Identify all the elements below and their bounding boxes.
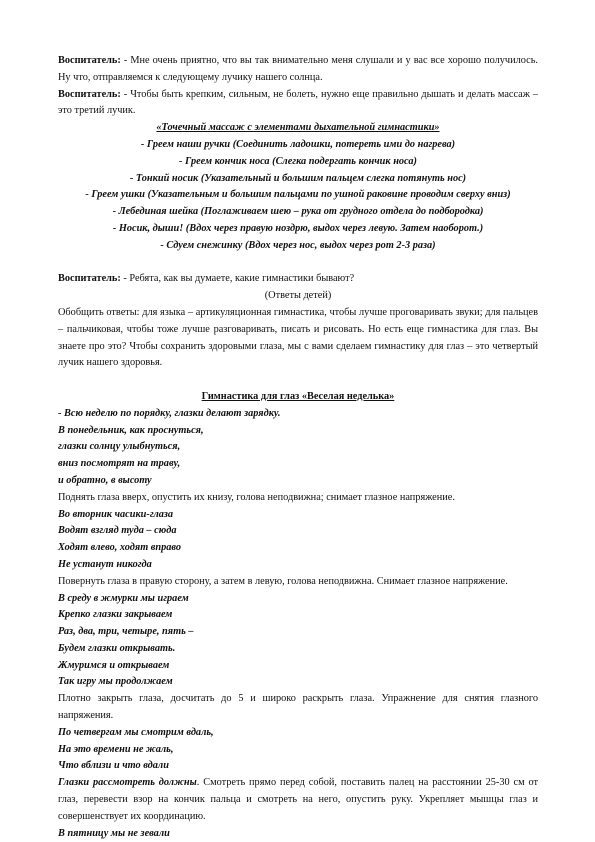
spacer <box>58 255 538 272</box>
exercise-note: Повернуть глаза в правую сторону, а затем в левую, голова неподвижна. Снимает глазное напряжение. <box>58 575 508 587</box>
verse-line: Крепко глазки закрываем <box>58 609 173 621</box>
verse-line: и обратно, в высоту <box>58 474 152 486</box>
eyes-title: Гимнастика для глаз «Веселая неделька» <box>201 390 395 402</box>
verse-line: Так игру мы продолжаем <box>58 676 173 688</box>
verse-line: В пятницу мы не зевали <box>58 827 170 839</box>
verse-line: Что вблизи и что вдали <box>58 760 169 772</box>
speaker-label: Воспитатель: <box>58 88 121 100</box>
paragraph-text: - Мне очень приятно, что вы так внимательно меня слушали и у вас все хорошо получилось. Ну что, отправляемся к следующему лучику нашего солнца. <box>58 55 538 83</box>
speaker-label: Воспитатель: <box>58 273 121 285</box>
verse-lead: Глазки рассмотреть должны <box>58 777 197 789</box>
document-page <box>58 53 538 842</box>
verse-line: Будем глазки открывать. <box>58 642 176 654</box>
verse-line: глазки солнцу улыбнуться, <box>58 441 181 453</box>
intro-paragraph-2 <box>58 87 538 121</box>
speaker-label: Воспитатель: <box>58 55 121 66</box>
verse-line: По четвергам мы смотрим вдаль, <box>58 726 214 738</box>
verse-line: Жмуримся и открываем <box>58 659 170 671</box>
verse-line: В среду в жмурки мы играем <box>58 592 189 604</box>
verse-line: Водят взгляд туда – сюда <box>58 525 177 537</box>
verse-line: На это времени не жаль, <box>58 743 174 755</box>
paragraph-text: - Чтобы быть крепким, сильным, не болеть, нужно еще правильно дышать и делать массаж – это третий лучик. <box>58 88 538 117</box>
verse-line: В понедельник, как проснуться, <box>58 424 204 436</box>
massage-line: - Носик, дыши! (Вдох через правую ноздрю, выдох через левую. Затем наоборот.) <box>112 222 484 234</box>
massage-line: - Греем наши ручки (Соединить ладошки, потереть ими до нагрева) <box>140 138 456 150</box>
massage-line: - Греем кончик носа (Слегка подергать кончик носа) <box>179 155 417 167</box>
exercise-note: Поднять глаза вверх, опустить их книзу, голова неподвижна; снимает глазное напряжение. <box>58 491 455 503</box>
spacer <box>58 372 538 389</box>
summary-paragraph: Обобщить ответы: для языка – артикуляционная гимнастика, чтобы лучше проговаривать звуки; для пальцев – пальчиковая, чтобы тоже лучше разговаривать, писать и рисовать. Но есть еще гимнастика для глаз. Вы знаете про это? Чтобы сохранить здоровыми глаза, мы с вами сделаем гимнастику для глаз – это четвертый лучик нашего здоровья. <box>58 306 538 369</box>
verse-line: Ходят влево, ходят вправо <box>58 542 182 554</box>
paragraph-text: - Ребята, как вы думаете, какие гимнастики бывают? <box>120 273 355 285</box>
verse-line: вниз посмотрят на траву, <box>58 458 181 470</box>
verse-line: Во вторник часики-глаза <box>58 508 174 520</box>
exercise-note <box>58 775 538 825</box>
question-paragraph <box>58 271 538 288</box>
verse-line: Раз, два, три, четыре, пять – <box>58 626 194 638</box>
massage-title: «Точечный массаж с элементами дыхательной гимнастики» <box>156 122 440 134</box>
massage-line: - Лебединая шейка (Поглаживаем шею – рука от грудного отдела до подбородка) <box>112 206 484 218</box>
massage-line: - Сдуем снежинку (Вдох через нос, выдох через рот 2-3 раза) <box>160 239 436 251</box>
note-text: . Смотреть прямо перед собой, поставить палец на расстоянии 25-30 см от глаз, перевести взор на кончик пальца и смотреть на него, опустить руку. Укрепляет мышцы глаз и совершенствует их координацию. <box>58 777 538 822</box>
verse-line: Не устанут никогда <box>58 558 152 570</box>
exercise-note: Плотно закрыть глаза, досчитать до 5 и широко раскрыть глаза. Упражнение для снятия глазного напряжения. <box>58 693 538 722</box>
verse-line: - Всю неделю по порядку, глазки делают зарядку. <box>58 407 281 419</box>
massage-line: - Греем ушки (Указательным и большим пальцами по ушной раковине проводим сверху вниз) <box>85 189 511 201</box>
massage-line: - Тонкий носик (Указательный и большим пальцем слегка потянуть нос) <box>129 172 467 184</box>
answers-note: (Ответы детей) <box>264 290 332 302</box>
intro-paragraph-1 <box>58 53 538 87</box>
